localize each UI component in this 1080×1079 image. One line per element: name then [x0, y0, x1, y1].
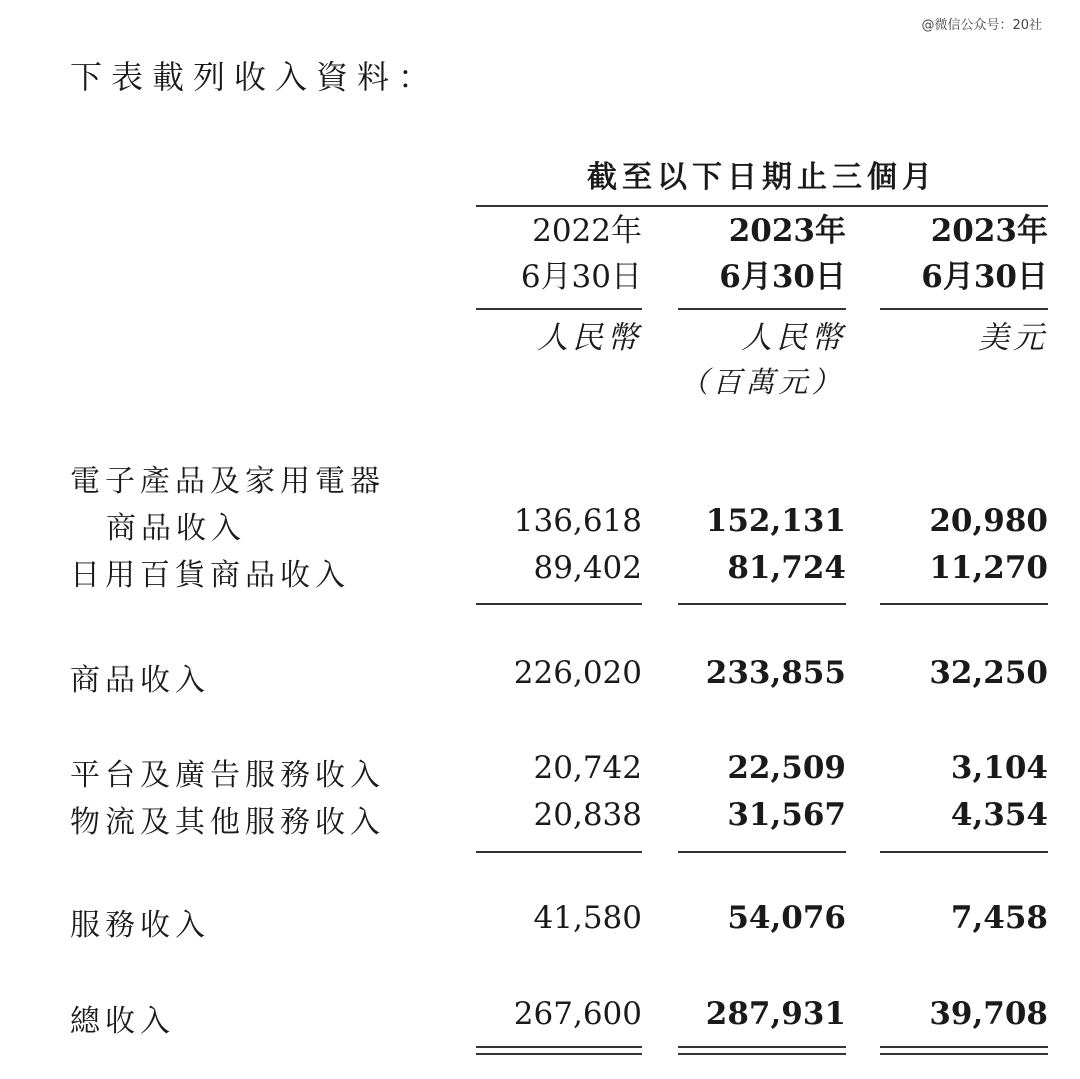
period-header: 截至以下日期止三個月: [587, 160, 937, 195]
row-label: 平台及廣告服務收入: [70, 758, 385, 793]
row-label: 日用百貨商品收入: [70, 558, 350, 593]
subtotal-line: [880, 851, 1048, 853]
col-year: 2022年: [532, 213, 642, 249]
cell-value: 31,567: [727, 797, 846, 833]
cell-value: 3,104: [950, 750, 1048, 786]
cell-value: 287,931: [705, 996, 846, 1032]
currency-label: 美元: [978, 320, 1048, 356]
intro-text: 下表載列收入資料：: [70, 58, 440, 96]
cell-value: 20,838: [533, 797, 642, 833]
row-label-continued: 商品收入: [106, 511, 246, 546]
col-underline: [476, 308, 642, 310]
cell-value: 20,742: [533, 750, 642, 786]
col-date: 6月30日: [520, 259, 642, 295]
row-label: 總收入: [70, 1004, 175, 1039]
col-underline: [880, 308, 1048, 310]
col-date: 6月30日: [921, 259, 1048, 295]
unit-label: （百萬元）: [679, 365, 845, 399]
watermark: @微信公众号：20社: [921, 18, 1042, 33]
subtotal-line: [678, 603, 846, 605]
col-date: 6月30日: [719, 259, 846, 295]
cell-value: 81,724: [727, 550, 846, 586]
currency-label: 人民幣: [741, 320, 846, 356]
row-label: 商品收入: [70, 663, 210, 698]
subtotal-line: [476, 603, 642, 605]
row-label: 服務收入: [70, 908, 210, 943]
cell-value: 4,354: [950, 797, 1048, 833]
total-double-line: [476, 1046, 642, 1055]
row-label: 物流及其他服務收入: [70, 805, 385, 840]
period-underline: [476, 205, 1048, 207]
col-year: 2023年: [728, 213, 846, 249]
col-header-2023-rmb: [678, 208, 846, 300]
subtotal-line: [678, 851, 846, 853]
cell-value: 22,509: [727, 750, 846, 786]
cell-value: 226,020: [513, 655, 642, 691]
col-header-2023-usd: [880, 208, 1048, 300]
cell-value: 54,076: [727, 900, 846, 936]
cell-value: 136,618: [513, 503, 642, 539]
total-double-line: [678, 1046, 846, 1055]
total-double-line: [880, 1046, 1048, 1055]
cell-value: 32,250: [929, 655, 1048, 691]
col-year: 2023年: [930, 213, 1048, 249]
subtotal-line: [476, 851, 642, 853]
currency-label: 人民幣: [537, 320, 642, 356]
cell-value: 89,402: [533, 550, 642, 586]
col-underline: [678, 308, 846, 310]
col-header-2022: [476, 208, 642, 300]
row-label: 電子產品及家用電器: [70, 464, 385, 499]
cell-value: 11,270: [929, 550, 1048, 586]
cell-value: 7,458: [950, 900, 1048, 936]
cell-value: 233,855: [705, 655, 846, 691]
cell-value: 152,131: [705, 503, 846, 539]
subtotal-line: [880, 603, 1048, 605]
cell-value: 39,708: [929, 996, 1048, 1032]
cell-value: 20,980: [929, 503, 1048, 539]
cell-value: 41,580: [533, 900, 642, 936]
cell-value: 267,600: [513, 996, 642, 1032]
